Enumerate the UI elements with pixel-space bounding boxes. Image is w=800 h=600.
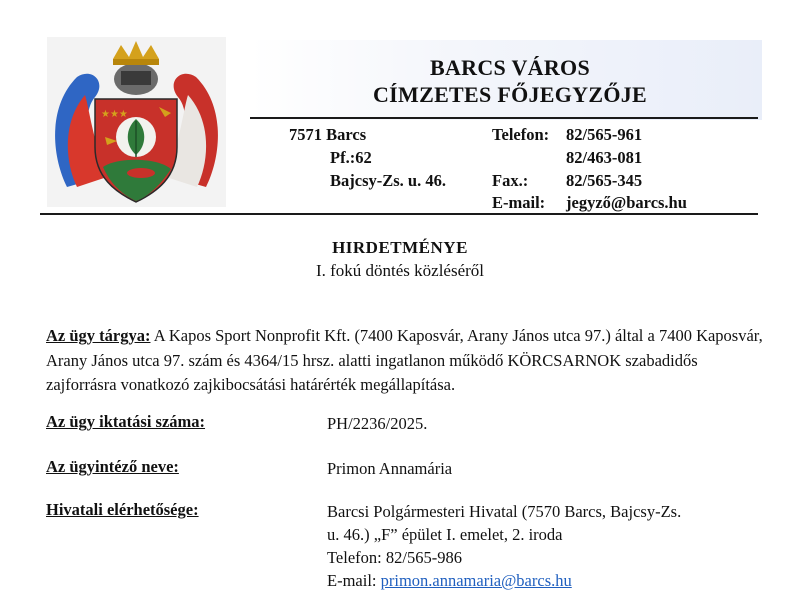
officer-name: Primon Annamária <box>327 459 453 478</box>
office-address-line1: Barcsi Polgármesteri Hivatal (7570 Barcs, Bajcsy-Zs. <box>327 502 682 521</box>
notice-heading: HIRDETMÉNYE <box>332 238 468 257</box>
office-email-line <box>327 569 767 592</box>
coat-of-arms-icon <box>47 37 226 207</box>
office-contact-block <box>327 500 767 592</box>
case-number-label: Az ügy iktatási száma: <box>46 412 206 431</box>
address-street: Bajcsy-Zs. u. 46. <box>330 171 446 190</box>
notice-subtitle: I. fokú döntés közléséről <box>315 261 485 280</box>
office-address-line2: u. 46.) „F” épület I. emelet, 2. iroda <box>327 525 563 544</box>
office-contact-label: Hivatali elérhetősége: <box>46 500 199 519</box>
office-phone: Telefon: 82/565-986 <box>327 548 462 567</box>
email-label: E-mail: <box>492 193 546 212</box>
subject-paragraph <box>46 324 765 398</box>
office-email-link[interactable]: primon.annamaria@barcs.hu <box>380 571 572 590</box>
office-email-label: E-mail: <box>327 571 381 590</box>
address-po-box: Pf.:62 <box>330 148 372 167</box>
office-title-line2: CÍMZETES FŐJEGYZŐJE <box>372 82 648 107</box>
fax-number: 82/565-345 <box>566 171 643 190</box>
phone-number-2: 82/463-081 <box>566 148 643 167</box>
office-title-line1: BARCS VÁROS <box>430 55 590 80</box>
subject-text: A Kapos Sport Nonprofit Kft. (7400 Kaposvár, Arany János utca 97.) által a 7400 Kaposvár, Arany János utca 97. szám és 4364/15 hrsz. alatti ingatlanon működő KÖRCSARNOK szabadidős zajforrásra vonatkozó zajkibocsátási határérték megállapítása. <box>46 326 763 394</box>
officer-label: Az ügyintéző neve: <box>46 457 179 476</box>
case-number-value: PH/2236/2025. <box>327 414 428 433</box>
address-zip-city: 7571 Barcs <box>289 125 367 144</box>
email-address: jegyző@barcs.hu <box>566 193 687 212</box>
phone-number-1: 82/565-961 <box>566 125 643 144</box>
subject-label: Az ügy tárgya: <box>46 326 151 345</box>
svg-text:★★★: ★★★ <box>101 109 128 120</box>
header-bottom-divider <box>40 213 758 215</box>
phone-label: Telefon: <box>492 125 550 144</box>
fax-label: Fax.: <box>492 171 529 190</box>
header-divider <box>250 117 758 119</box>
